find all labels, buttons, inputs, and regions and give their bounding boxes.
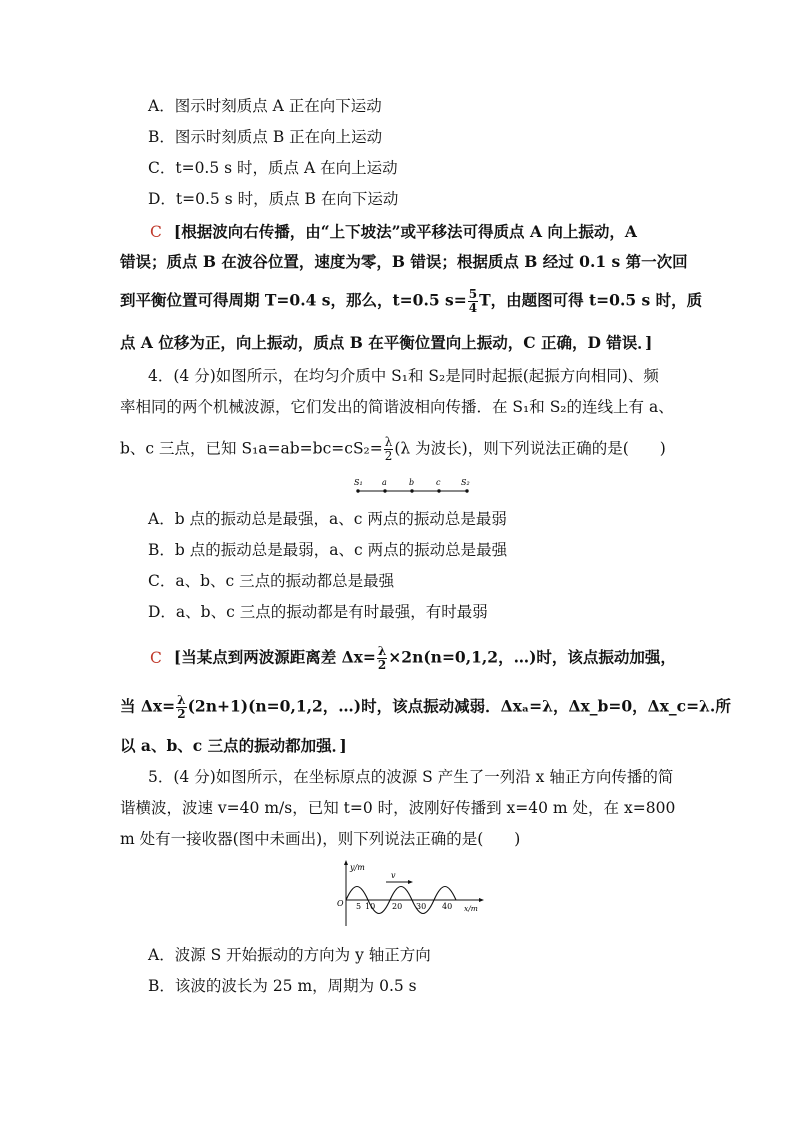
x-tick-10: 10 xyxy=(365,902,376,911)
q4-explanation-line-1: C [当某点到两波源距离差 Δx= $\frac{\lambda}{2}$ ×2n(n=0,1,2，…)时，该点振动加强， xyxy=(150,644,676,672)
point-c xyxy=(437,489,440,492)
fraction-lambda-2: $\frac{\lambda}{2}$ xyxy=(177,693,186,721)
q4-option-c: C．a、b、c 三点的振动都总是最强 xyxy=(148,572,395,590)
q4-stem-line-1: 4．(4 分)如图所示，在均匀介质中 S₁和 S₂是同时起振(起振方向相同)、频 xyxy=(148,367,659,385)
q4-stem-line-2: 率相同的两个机械波源，它们发出的简谐波相向传播．在 S₁和 S₂的连线上有 a、 xyxy=(120,398,674,416)
x-tick-5: 5 xyxy=(356,902,362,911)
q3-option-a: A．图示时刻质点 A 正在向下运动 xyxy=(148,97,382,115)
q5-stem-line-1: 5．(4 分)如图所示，在坐标原点的波源 S 产生了一列沿 x 轴正方向传播的简 xyxy=(148,768,674,786)
velocity-arrowhead xyxy=(408,880,413,884)
q4-option-a: A．b 点的振动总是最强，a、c 两点的振动总是最弱 xyxy=(148,510,507,528)
point-s1 xyxy=(356,489,359,492)
point-s2 xyxy=(465,489,468,492)
q5-stem-line-3: m 处有一接收器(图中未画出)，则下列说法正确的是( ) xyxy=(120,830,521,848)
q5-wave-figure xyxy=(336,858,486,930)
x-axis-label: x/m xyxy=(464,904,478,913)
fraction-lambda-2: $\frac{\lambda}{2}$ xyxy=(377,644,387,672)
label-s2: S₂ xyxy=(461,478,470,487)
q4-option-d: D．a、b、c 三点的振动都是有时最强，有时最弱 xyxy=(148,603,488,621)
origin-label: O xyxy=(337,899,344,908)
q4-source-line-figure xyxy=(350,476,480,498)
q4-stem-line-3: b、c 三点，已知 S₁a=ab=bc=cS₂= $\frac{\lambda}{2}$ (λ 为波长)，则下列说法正确的是( ) xyxy=(120,435,666,463)
q4-explanation-line-2: 当 Δx= $\frac{\lambda}{2}$ (2n+1)(n=0,1,2，…)时，该点振动减弱．Δxₐ=λ，Δx_b=0，Δx_c=λ.所 xyxy=(120,693,731,721)
q5-option-a: A．波源 S 开始振动的方向为 y 轴正方向 xyxy=(148,946,431,964)
label-c: c xyxy=(436,478,441,487)
x-tick-20: 20 xyxy=(392,902,403,911)
label-s1: S₁ xyxy=(354,478,363,487)
q3-option-b: B．图示时刻质点 B 正在向上运动 xyxy=(148,128,383,146)
q3-answer: C xyxy=(150,223,162,241)
x-tick-30: 30 xyxy=(416,902,427,911)
q3-explanation-line-1: C [根据波向右传播，由“上下坡法”或平移法可得质点 A 向上振动，A xyxy=(150,222,637,241)
velocity-label: v xyxy=(391,871,396,880)
fraction-lambda-2: $\frac{\lambda}{2}$ xyxy=(384,435,393,463)
q4-answer: C xyxy=(150,648,162,667)
q3-option-d: D．t=0.5 s 时，质点 B 在向下运动 xyxy=(148,190,399,208)
q4-explanation-line-3: 以 a、b、c 三点的振动都加强．] xyxy=(120,736,347,755)
point-b xyxy=(410,489,413,492)
q3-explanation-line-2: 错误；质点 B 在波谷位置，速度为零，B 错误；根据质点 B 经过 0.1 s 第一次回 xyxy=(120,252,688,271)
q4-option-b: B．b 点的振动总是最弱，a、c 两点的振动总是最强 xyxy=(148,541,508,559)
q3-option-c: C．t=0.5 s 时，质点 A 在向上运动 xyxy=(148,159,398,177)
y-axis-arrow xyxy=(344,860,348,865)
x-tick-40: 40 xyxy=(442,902,453,911)
q3-explanation-line-4: 点 A 位移为正，向上振动，质点 B 在平衡位置向上振动，C 正确，D 错误．] xyxy=(120,333,653,352)
q5-option-b: B．该波的波长为 25 m，周期为 0.5 s xyxy=(148,977,417,995)
label-b: b xyxy=(409,478,415,487)
fraction-5-4: $\frac{5}{4}$ xyxy=(468,287,478,315)
label-a: a xyxy=(382,478,387,487)
q5-stem-line-2: 谐横波，波速 v=40 m/s，已知 t=0 时，波刚好传播到 x=40 m 处，在 x=800 xyxy=(120,799,676,817)
x-axis-arrow xyxy=(479,898,484,902)
y-axis-label: y/m xyxy=(350,863,365,872)
point-a xyxy=(383,489,386,492)
q3-explanation-line-3: 到平衡位置可得周期 T=0.4 s，那么，t=0.5 s= $\frac{5}{4}$ T，由题图可得 t=0.5 s 时，质 xyxy=(120,287,703,315)
